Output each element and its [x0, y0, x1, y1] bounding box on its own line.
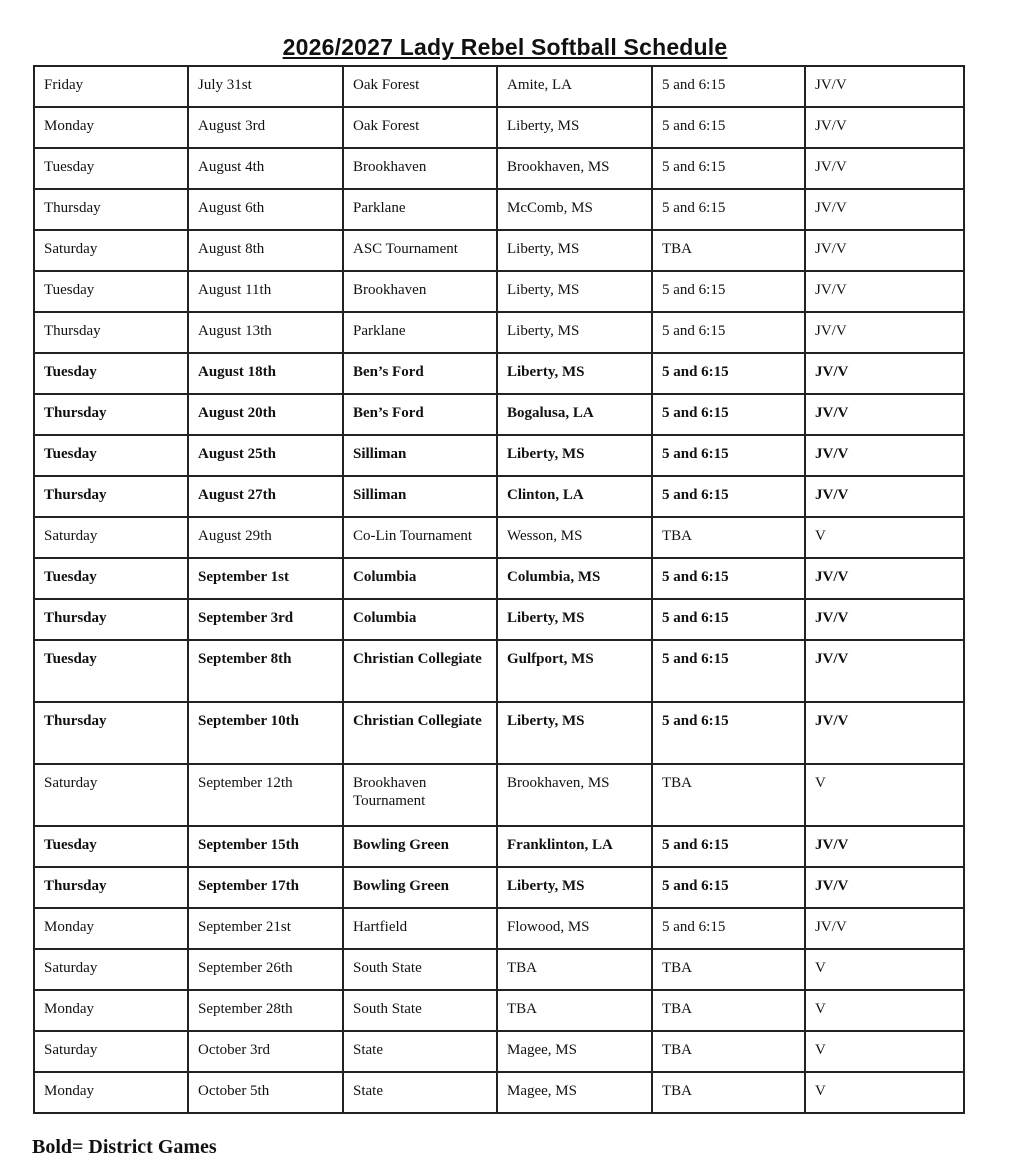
schedule-row	[34, 148, 964, 189]
schedule-row	[34, 353, 964, 394]
time-cell: 5 and 6:15	[652, 394, 805, 435]
opponent-cell: State	[343, 1031, 497, 1072]
day-cell: Tuesday	[34, 826, 188, 867]
location-cell: Magee, MS	[497, 1031, 652, 1072]
schedule-row	[34, 764, 964, 826]
date-cell: September 21st	[188, 908, 343, 949]
day-cell: Saturday	[34, 1031, 188, 1072]
time-cell: 5 and 6:15	[652, 353, 805, 394]
schedule-row	[34, 908, 964, 949]
time-cell: TBA	[652, 230, 805, 271]
time-cell: 5 and 6:15	[652, 435, 805, 476]
schedule-row	[34, 558, 964, 599]
level-cell: JV/V	[805, 435, 964, 476]
day-cell: Saturday	[34, 949, 188, 990]
schedule-row	[34, 271, 964, 312]
schedule-row	[34, 312, 964, 353]
location-cell: Liberty, MS	[497, 435, 652, 476]
time-cell: 5 and 6:15	[652, 867, 805, 908]
location-cell: Gulfport, MS	[497, 640, 652, 702]
level-cell: V	[805, 764, 964, 826]
schedule-table	[33, 65, 965, 1114]
time-cell: TBA	[652, 990, 805, 1031]
location-cell: McComb, MS	[497, 189, 652, 230]
schedule-row	[34, 1031, 964, 1072]
location-cell: Clinton, LA	[497, 476, 652, 517]
location-cell: Bogalusa, LA	[497, 394, 652, 435]
time-cell: 5 and 6:15	[652, 599, 805, 640]
time-cell: 5 and 6:15	[652, 558, 805, 599]
schedule-row	[34, 640, 964, 702]
day-cell: Tuesday	[34, 640, 188, 702]
date-cell: August 8th	[188, 230, 343, 271]
opponent-cell: Brookhaven	[343, 271, 497, 312]
location-cell: Brookhaven, MS	[497, 148, 652, 189]
day-cell: Thursday	[34, 189, 188, 230]
opponent-cell: Ben’s Ford	[343, 394, 497, 435]
day-cell: Monday	[34, 908, 188, 949]
opponent-cell: Christian Collegiate	[343, 702, 497, 764]
level-cell: JV/V	[805, 476, 964, 517]
date-cell: September 10th	[188, 702, 343, 764]
opponent-cell: Silliman	[343, 435, 497, 476]
schedule-row	[34, 599, 964, 640]
level-cell: JV/V	[805, 107, 964, 148]
schedule-row	[34, 990, 964, 1031]
time-cell: 5 and 6:15	[652, 107, 805, 148]
level-cell: JV/V	[805, 312, 964, 353]
day-cell: Friday	[34, 66, 188, 107]
location-cell: Liberty, MS	[497, 353, 652, 394]
opponent-cell: Bowling Green	[343, 826, 497, 867]
time-cell: TBA	[652, 949, 805, 990]
level-cell: V	[805, 517, 964, 558]
day-cell: Tuesday	[34, 148, 188, 189]
opponent-cell: Silliman	[343, 476, 497, 517]
date-cell: October 3rd	[188, 1031, 343, 1072]
opponent-cell: Ben’s Ford	[343, 353, 497, 394]
schedule-row	[34, 476, 964, 517]
opponent-cell: Bowling Green	[343, 867, 497, 908]
opponent-cell: South State	[343, 990, 497, 1031]
day-cell: Tuesday	[34, 435, 188, 476]
schedule-row	[34, 230, 964, 271]
day-cell: Thursday	[34, 312, 188, 353]
location-cell: Liberty, MS	[497, 107, 652, 148]
time-cell: 5 and 6:15	[652, 908, 805, 949]
location-cell: Liberty, MS	[497, 702, 652, 764]
opponent-cell: Christian Collegiate	[343, 640, 497, 702]
day-cell: Monday	[34, 107, 188, 148]
day-cell: Tuesday	[34, 271, 188, 312]
schedule-row	[34, 517, 964, 558]
opponent-cell: Hartfield	[343, 908, 497, 949]
level-cell: JV/V	[805, 867, 964, 908]
level-cell: JV/V	[805, 230, 964, 271]
date-cell: September 15th	[188, 826, 343, 867]
opponent-cell: Parklane	[343, 312, 497, 353]
level-cell: JV/V	[805, 394, 964, 435]
district-legend: Bold= District Games	[32, 1136, 217, 1158]
date-cell: August 3rd	[188, 107, 343, 148]
level-cell: V	[805, 1072, 964, 1113]
opponent-cell: Columbia	[343, 558, 497, 599]
date-cell: August 29th	[188, 517, 343, 558]
date-cell: July 31st	[188, 66, 343, 107]
day-cell: Thursday	[34, 599, 188, 640]
opponent-cell: Brookhaven Tournament	[343, 764, 497, 826]
time-cell: 5 and 6:15	[652, 826, 805, 867]
time-cell: TBA	[652, 1072, 805, 1113]
location-cell: Magee, MS	[497, 1072, 652, 1113]
schedule-row	[34, 949, 964, 990]
level-cell: JV/V	[805, 599, 964, 640]
day-cell: Tuesday	[34, 353, 188, 394]
date-cell: September 17th	[188, 867, 343, 908]
level-cell: V	[805, 1031, 964, 1072]
level-cell: JV/V	[805, 189, 964, 230]
time-cell: 5 and 6:15	[652, 271, 805, 312]
date-cell: October 5th	[188, 1072, 343, 1113]
level-cell: JV/V	[805, 558, 964, 599]
day-cell: Monday	[34, 990, 188, 1031]
date-cell: September 8th	[188, 640, 343, 702]
opponent-cell: Co-Lin Tournament	[343, 517, 497, 558]
level-cell: JV/V	[805, 702, 964, 764]
opponent-cell: State	[343, 1072, 497, 1113]
date-cell: August 27th	[188, 476, 343, 517]
opponent-cell: Brookhaven	[343, 148, 497, 189]
schedule-row	[34, 435, 964, 476]
time-cell: TBA	[652, 517, 805, 558]
opponent-cell: Columbia	[343, 599, 497, 640]
date-cell: September 26th	[188, 949, 343, 990]
location-cell: Flowood, MS	[497, 908, 652, 949]
opponent-cell: Parklane	[343, 189, 497, 230]
date-cell: August 18th	[188, 353, 343, 394]
location-cell: Liberty, MS	[497, 867, 652, 908]
location-cell: Wesson, MS	[497, 517, 652, 558]
location-cell: Liberty, MS	[497, 312, 652, 353]
day-cell: Thursday	[34, 394, 188, 435]
day-cell: Monday	[34, 1072, 188, 1113]
day-cell: Tuesday	[34, 558, 188, 599]
date-cell: September 12th	[188, 764, 343, 826]
location-cell: Franklinton, LA	[497, 826, 652, 867]
day-cell: Saturday	[34, 764, 188, 826]
time-cell: 5 and 6:15	[652, 189, 805, 230]
schedule-row	[34, 826, 964, 867]
day-cell: Saturday	[34, 230, 188, 271]
date-cell: August 25th	[188, 435, 343, 476]
level-cell: JV/V	[805, 66, 964, 107]
time-cell: TBA	[652, 764, 805, 826]
date-cell: September 3rd	[188, 599, 343, 640]
date-cell: September 28th	[188, 990, 343, 1031]
location-cell: TBA	[497, 949, 652, 990]
location-cell: Liberty, MS	[497, 599, 652, 640]
schedule-row	[34, 107, 964, 148]
date-cell: August 13th	[188, 312, 343, 353]
time-cell: 5 and 6:15	[652, 66, 805, 107]
location-cell: Liberty, MS	[497, 271, 652, 312]
schedule-row	[34, 189, 964, 230]
location-cell: Liberty, MS	[497, 230, 652, 271]
time-cell: TBA	[652, 1031, 805, 1072]
time-cell: 5 and 6:15	[652, 148, 805, 189]
opponent-cell: South State	[343, 949, 497, 990]
schedule-body	[34, 66, 964, 1113]
level-cell: JV/V	[805, 640, 964, 702]
location-cell: TBA	[497, 990, 652, 1031]
level-cell: V	[805, 990, 964, 1031]
date-cell: September 1st	[188, 558, 343, 599]
schedule-row	[34, 394, 964, 435]
time-cell: 5 and 6:15	[652, 476, 805, 517]
time-cell: 5 and 6:15	[652, 640, 805, 702]
day-cell: Thursday	[34, 702, 188, 764]
location-cell: Amite, LA	[497, 66, 652, 107]
level-cell: JV/V	[805, 353, 964, 394]
day-cell: Saturday	[34, 517, 188, 558]
schedule-row	[34, 1072, 964, 1113]
schedule-row	[34, 66, 964, 107]
time-cell: 5 and 6:15	[652, 312, 805, 353]
level-cell: JV/V	[805, 271, 964, 312]
location-cell: Brookhaven, MS	[497, 764, 652, 826]
day-cell: Thursday	[34, 476, 188, 517]
level-cell: JV/V	[805, 826, 964, 867]
opponent-cell: Oak Forest	[343, 66, 497, 107]
time-cell: 5 and 6:15	[652, 702, 805, 764]
opponent-cell: ASC Tournament	[343, 230, 497, 271]
day-cell: Thursday	[34, 867, 188, 908]
level-cell: JV/V	[805, 148, 964, 189]
schedule-title: 2026/2027 Lady Rebel Softball Schedule	[282, 34, 728, 60]
date-cell: August 6th	[188, 189, 343, 230]
schedule-row	[34, 867, 964, 908]
level-cell: JV/V	[805, 908, 964, 949]
date-cell: August 11th	[188, 271, 343, 312]
schedule-row	[34, 702, 964, 764]
date-cell: August 20th	[188, 394, 343, 435]
opponent-cell: Oak Forest	[343, 107, 497, 148]
location-cell: Columbia, MS	[497, 558, 652, 599]
level-cell: V	[805, 949, 964, 990]
date-cell: August 4th	[188, 148, 343, 189]
